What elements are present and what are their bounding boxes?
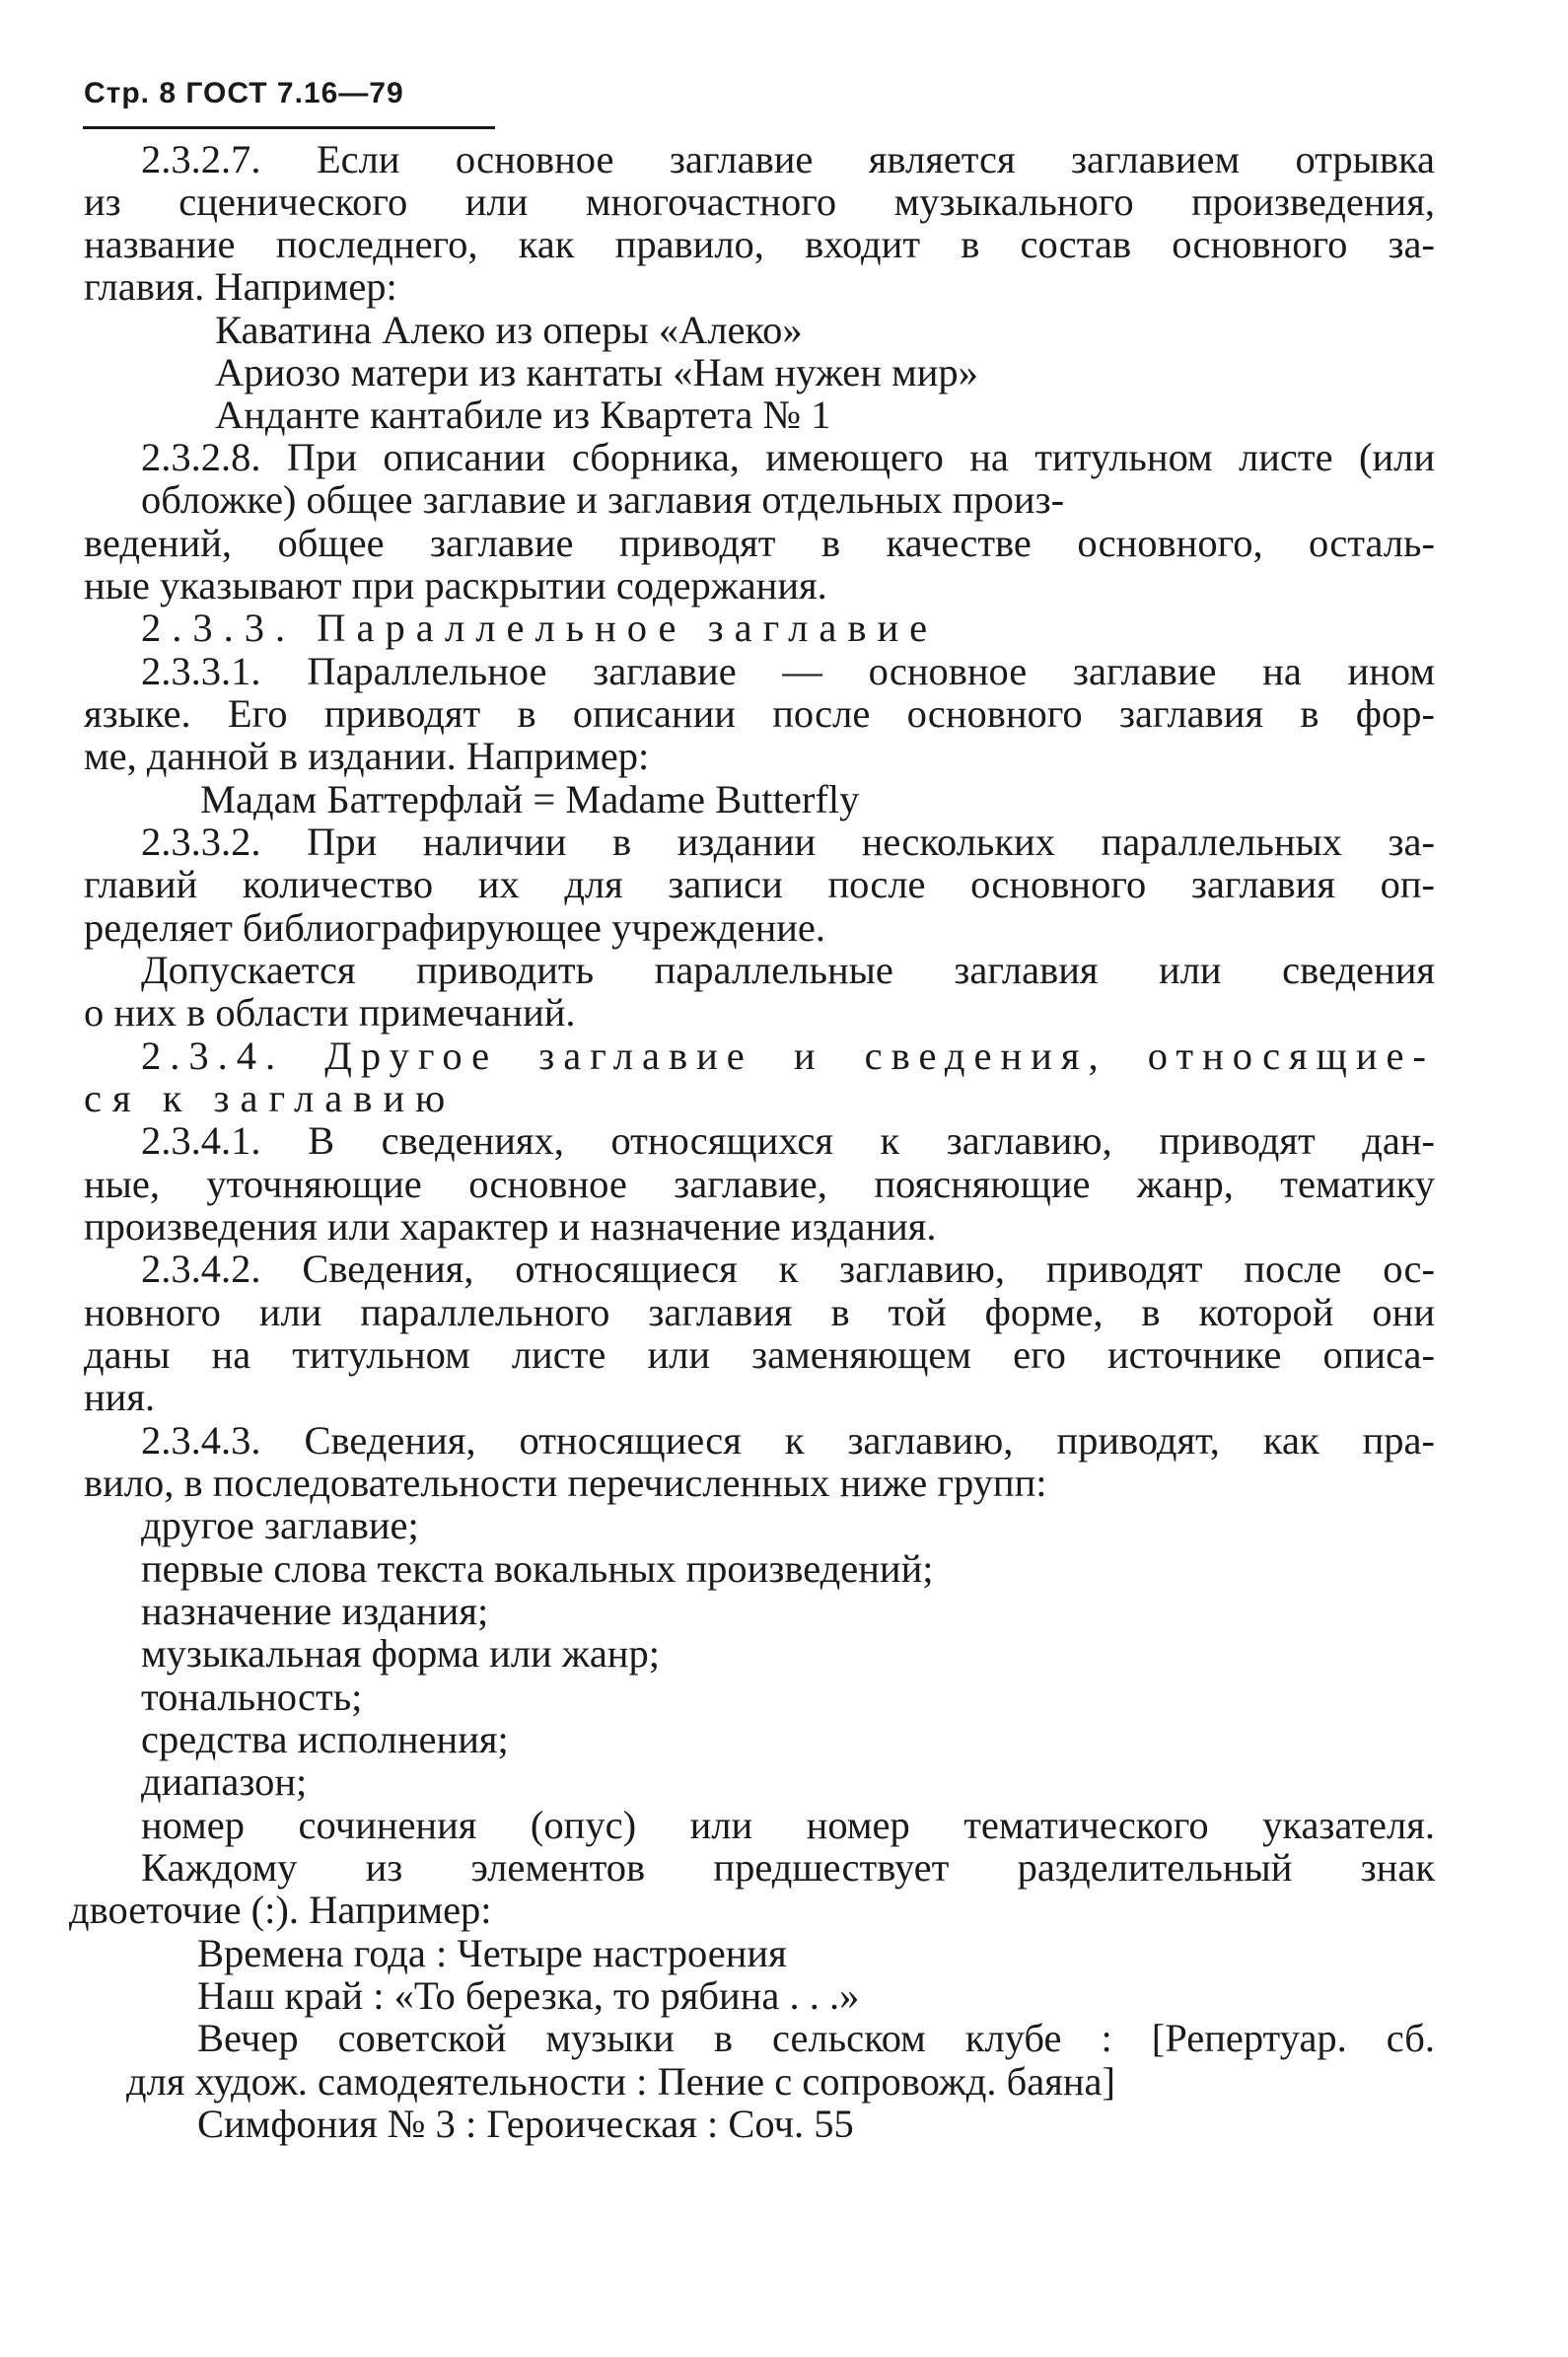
text-line: название последнего, как правило, входит в состав основного за- [84, 222, 1435, 266]
text-line: ные указывают при раскрытии содержания. [84, 563, 827, 607]
list-item: средства исполнения; [141, 1717, 509, 1761]
text-line: 2.3.4.3. Сведения, относящиеся к заглавию, приводят, как пра- [141, 1418, 1435, 1463]
text-line: из сценического или многочастного музыкального произведения, [84, 179, 1435, 224]
example-line: Времена года : Четыре настроения [197, 1931, 787, 1975]
text-line: главия. Например: [84, 264, 397, 309]
list-item: диапазон; [141, 1759, 308, 1804]
text-line: ния. [84, 1375, 156, 1419]
text-line: 2.3.2.7. Если основное заглавие является заглавием отрывка [141, 137, 1435, 181]
example-line: Наш край : «То березка, то рябина . . .» [197, 1973, 860, 2018]
list-item: музыкальная форма или жанр; [141, 1631, 660, 1676]
example-line: Анданте кантабиле из Квартета № 1 [215, 393, 831, 437]
page-header: Стр. 8 ГОСТ 7.16—79 [84, 77, 404, 109]
section-heading: 2.3.3. Параллельное заглавие [141, 606, 939, 650]
example-line: Ариозо матери из кантаты «Нам нужен мир» [215, 350, 978, 394]
paragraph-block: 2.3.2.8. При описании сборника, имеющего на титульном листе (или обложке) общее заглавие и заглавия отдельных произ- [141, 435, 1435, 522]
text-line: новного или параллельного заглавия в той форме, в которой они [84, 1290, 1435, 1334]
text-line: ведений, общее заглавие приводят в качестве основного, осталь- [84, 521, 1435, 565]
text-line: Допускается приводить параллельные заглавия или сведения [141, 948, 1435, 992]
list-item: другое заглавие; [141, 1503, 419, 1547]
text-line: ределяет библиографирующее учреждение. [84, 905, 826, 950]
section-heading: ся к заглавию [84, 1076, 457, 1120]
text-line: 2.3.4.2. Сведения, относящиеся к заглавию, приводят после ос- [141, 1247, 1435, 1291]
example-line: Вечер советской музыки в сельском клубе : [Репертуар. сб. [197, 2016, 1435, 2060]
example-line: Мадам Баттерфлай = Madame Butterfly [200, 777, 860, 821]
list-item: первые слова текста вокальных произведений; [141, 1546, 934, 1591]
text-line: вило, в последовательности перечисленных ниже групп: [84, 1461, 1047, 1505]
text-line: ные, уточняющие основное заглавие, поясняющие жанр, тематику [84, 1162, 1435, 1206]
text-line: 2.3.4.1. В сведениях, относящихся к заглавию, приводят дан- [141, 1118, 1435, 1163]
text-line: произведения или характер и назначение издания. [84, 1204, 937, 1249]
example-line: Каватина Алеко из оперы «Алеко» [215, 308, 803, 352]
text-line: языке. Его приводят в описании после основного заглавия в фор- [84, 691, 1435, 736]
section-heading: 2.3.4. Другое заглавие и сведения, относящие- [141, 1034, 1435, 1078]
text-line: 2.3.3.1. Параллельное заглавие — основное заглавие на ином [141, 649, 1435, 693]
example-line: для худож. самодеятельности : Пение с сопровожд. баяна] [126, 2059, 1116, 2104]
text-line: о них в области примечаний. [84, 990, 576, 1035]
text-line: даны на титульном листе или заменяющем его источнике описа- [84, 1332, 1435, 1377]
text-line: 2.3.3.2. При наличии в издании нескольких параллельных за- [141, 820, 1435, 864]
text-line: ме, данной в издании. Например: [84, 734, 650, 778]
list-item: назначение издания; [141, 1589, 489, 1633]
list-item: номер сочинения (опус) или номер тематического указателя. [141, 1803, 1435, 1847]
example-line: Симфония № 3 : Героическая : Соч. 55 [197, 2102, 854, 2146]
text-line: Каждому из элементов предшествует разделительный знак [141, 1845, 1435, 1890]
list-item: тональность; [141, 1675, 363, 1719]
text-line: главий количество их для записи после основного заглавия оп- [84, 862, 1435, 906]
text-line: двоеточие (:). Например: [69, 1888, 492, 1932]
